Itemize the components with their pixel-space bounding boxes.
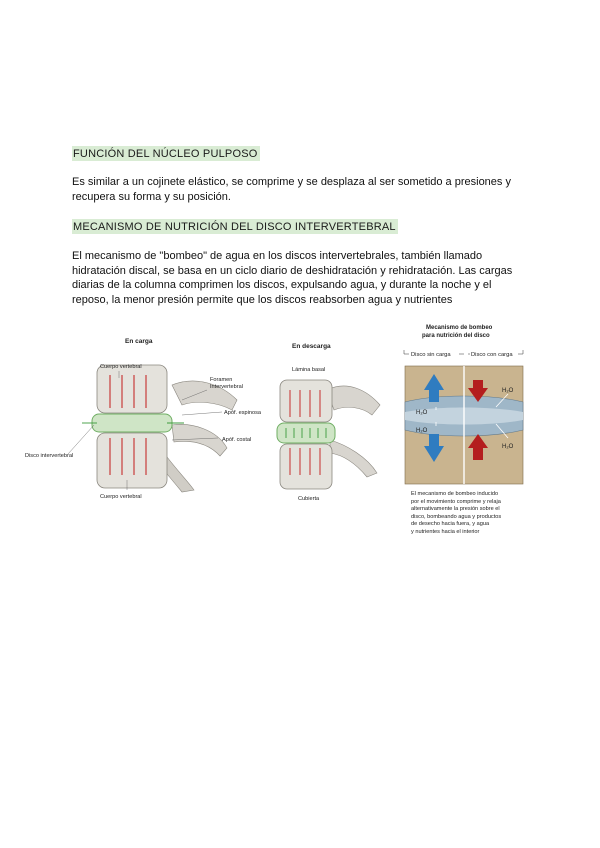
intervertebral-disc <box>92 414 172 432</box>
h2o-label-left-bottom: H₂O <box>416 428 428 434</box>
spinous-process-lower <box>330 440 377 477</box>
caption-line: de desecho hacia fuera, y agua <box>411 521 490 528</box>
label-costal-process: Apóf. costal <box>222 437 252 443</box>
section-heading-nutrition: MECANISMO DE NUTRICIÓN DEL DISCO INTERVERTEBRAL <box>73 221 396 233</box>
figure-title: En carga <box>125 338 153 345</box>
vertebral-body-lower <box>280 444 332 489</box>
section-heading-function: FUNCIÓN DEL NÚCLEO PULPOSO <box>73 148 258 160</box>
caption-line: El mecanismo de bombeo inducido <box>411 491 499 497</box>
label-intervertebral: Intervertebral <box>210 384 243 390</box>
spinous-process-upper <box>327 386 380 415</box>
paragraph-nutrition <box>72 249 532 307</box>
caption-line: por el movimiento comprime y relaja <box>411 498 501 505</box>
label-basal-lamina: Lámina basal <box>292 367 326 373</box>
paragraph-line: recupera su forma y su posición. <box>72 190 231 203</box>
caption-line: y nutrientes hacia el interior <box>411 528 480 535</box>
figure-title-line2: para nutrición del disco <box>422 333 490 339</box>
h2o-label-left-top: H₂O <box>416 410 428 416</box>
paragraph-line: El mecanismo de "bombeo" de agua en los discos intervertebrales, también llamado <box>72 250 483 262</box>
vertebral-body-lower <box>97 433 167 488</box>
figure-title-line1: Mecanismo de bombeo <box>426 325 493 331</box>
label-vertebral-body-bottom: Cuerpo vertebral <box>100 494 142 500</box>
column-loaded-label: Disco con carga <box>471 352 513 358</box>
paragraph-line: Es similar a un cojinete elástico, se comprime y se desplaza al ser sometido a presiones y <box>72 176 511 188</box>
paragraph-line: reposo, la menor presión permite que los discos reabsorben agua y nutrientes <box>72 293 453 306</box>
column-unloaded-label: Disco sin carga <box>411 352 451 358</box>
h2o-label-right-bottom: H₂O <box>502 444 514 450</box>
label-vertebral-body-top: Cuerpo vertebral <box>100 364 142 370</box>
label-spinous-process: Apóf. espinosa <box>224 410 262 416</box>
label-foramen: Foramen <box>210 377 233 383</box>
pumping-mechanism-illustration <box>396 322 536 492</box>
paragraph-line: hidratación discal, se basa en un ciclo diario de deshidratación y rehidratación. Las cargas <box>72 264 513 277</box>
paragraph-function <box>72 175 532 204</box>
spine-loaded-illustration <box>22 330 277 510</box>
h2o-label-right-top: H₂O <box>502 388 514 394</box>
label-cover: Cubierta <box>298 496 320 502</box>
caption-line: disco, bombeando agua y productos <box>411 513 502 520</box>
vertebral-body-upper <box>97 365 167 413</box>
caption-line: alternativamente la presión sobre el <box>411 506 500 513</box>
spine-unloaded-illustration <box>272 335 387 510</box>
vertebral-body-upper <box>280 380 332 422</box>
figure-title: En descarga <box>292 343 331 350</box>
paragraph-line: diarias de la columna comprimen los discos, expulsando agua, y durante la noche y el <box>72 279 492 291</box>
label-disc: Disco intervertebral <box>25 453 74 459</box>
spinous-process-lower <box>172 424 227 456</box>
pump-caption <box>411 491 539 537</box>
